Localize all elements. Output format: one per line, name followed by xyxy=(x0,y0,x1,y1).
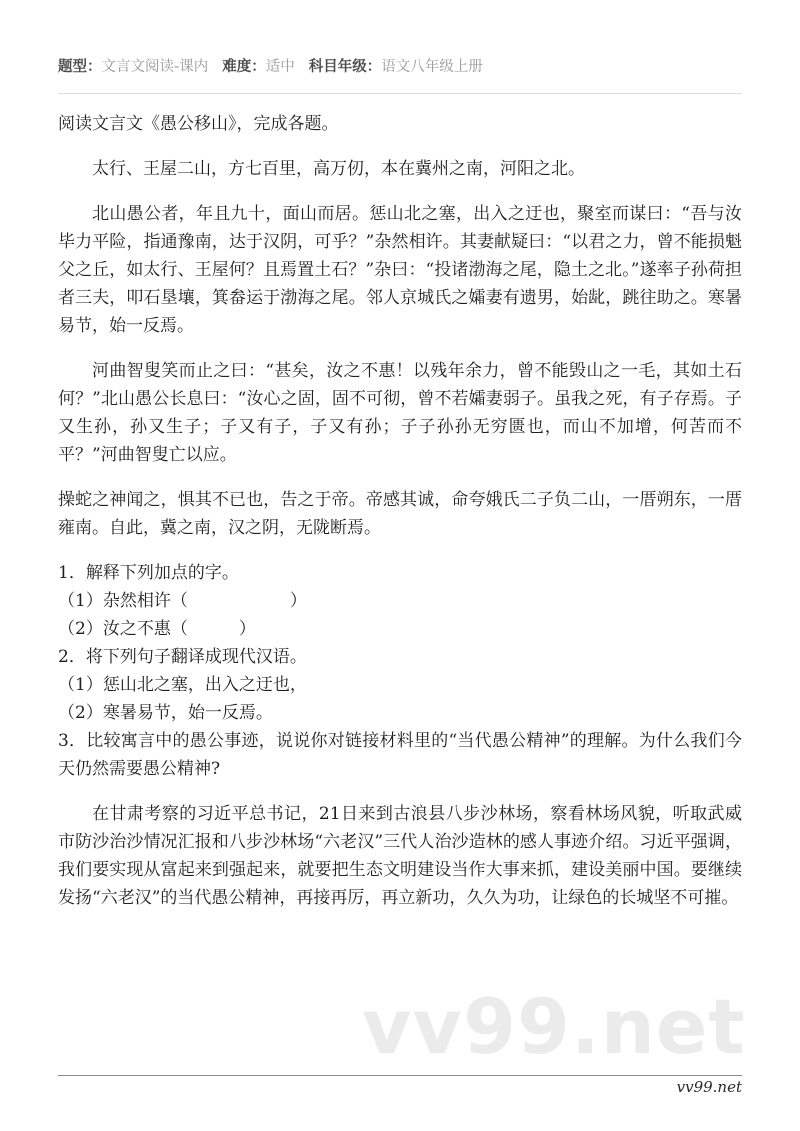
question-meta-bar xyxy=(0,0,800,78)
passage-paragraph-4: 操蛇之神闻之，惧其不已也，告之于帝。帝感其诚，命夸娥氏二子负二山，一厝朔东，一厝雍南。自此，冀之南，汉之阴，无陇断焉。 xyxy=(58,490,742,538)
question-2-item-1: （1）惩山北之塞，出入之迂也， xyxy=(58,675,307,695)
question-2: 2．将下列句子翻译成现代汉语。 xyxy=(58,647,307,667)
page-footer xyxy=(58,1075,742,1096)
question-3: 3．比较寓言中的愚公事迹，说说你对链接材料里的“当代愚公精神”的理解。为什么我们今天仍然需要愚公精神? xyxy=(58,731,742,779)
question-2-item-2: （2）寒暑易节，始一反焉。 xyxy=(58,703,273,723)
linked-material-paragraph: 在甘肃考察的习近平总书记，21日来到古浪县八步沙林场，察看林场风貌，听取武威市防沙治沙情况汇报和八步沙林场“六老汉”三代人治沙造林的感人事迹介绍。习近平强调，我们要实现从富起来到强起来，就要把生态文明建设当作大事来抓，建设美丽中国。要继续发扬“六老汉”的当代愚公精神，再接再厉，再立新功，久久为功，让绿色的长城坚不可摧。 xyxy=(58,804,742,908)
passage-paragraph-1: 太行、王屋二山，方七百里，高万仞，本在冀州之南，河阳之北。 xyxy=(92,159,585,179)
meta-grade-label: 科目年级： xyxy=(308,59,382,75)
intro-line: 阅读文言文《愚公移山》，完成各题。 xyxy=(58,114,339,134)
questions-block xyxy=(58,559,742,783)
meta-difficulty-label: 难度： xyxy=(222,59,266,75)
passage-paragraph-2: 北山愚公者，年且九十，面山而居。惩山北之塞，出入之迂也，聚室而谋曰：“吾与汝毕力平险，指通豫南，达于汉阴，可乎？”杂然相许。其妻献疑曰：“以君之力，曾不能损魁父之丘，如太行、王屋何？且焉置土石？”杂曰：“投诸渤海之尾，隐土之北。”遂率子孙荷担者三夫，叩石垦壤，箕畚运于渤海之尾。邻人京城氏之孀妻有遗男，始龀，跳往助之。寒暑易节，始一反焉。 xyxy=(58,204,742,336)
site-watermark: vv99.net xyxy=(362,982,746,1071)
footer-site-text: vv99.net xyxy=(676,1078,742,1096)
meta-type-value: 文言文阅读-课内 xyxy=(101,59,209,75)
meta-difficulty-value: 适中 xyxy=(265,59,295,75)
question-1-item-1: （1）杂然相许（ ） xyxy=(58,591,307,611)
passage-paragraph-3: 河曲智叟笑而止之曰：“甚矣，汝之不惠！以残年余力，曾不能毁山之一毛，其如土石何？”北山愚公长息曰：“汝心之固，固不可彻，曾不若孀妻弱子。虽我之死，有子存焉。子又生孙，孙又生子；子又有子，子又有孙；子子孙孙无穷匮也，而山不加增，何苦而不平？”河曲智叟亡以应。 xyxy=(58,361,742,465)
question-1-item-2: （2）汝之不惠（ ） xyxy=(58,619,256,639)
question-1: 1．解释下列加点的字。 xyxy=(58,563,239,583)
meta-type-label: 题型： xyxy=(58,59,102,75)
question-body xyxy=(0,94,800,912)
meta-grade-value: 语文八年级上册 xyxy=(381,59,483,75)
